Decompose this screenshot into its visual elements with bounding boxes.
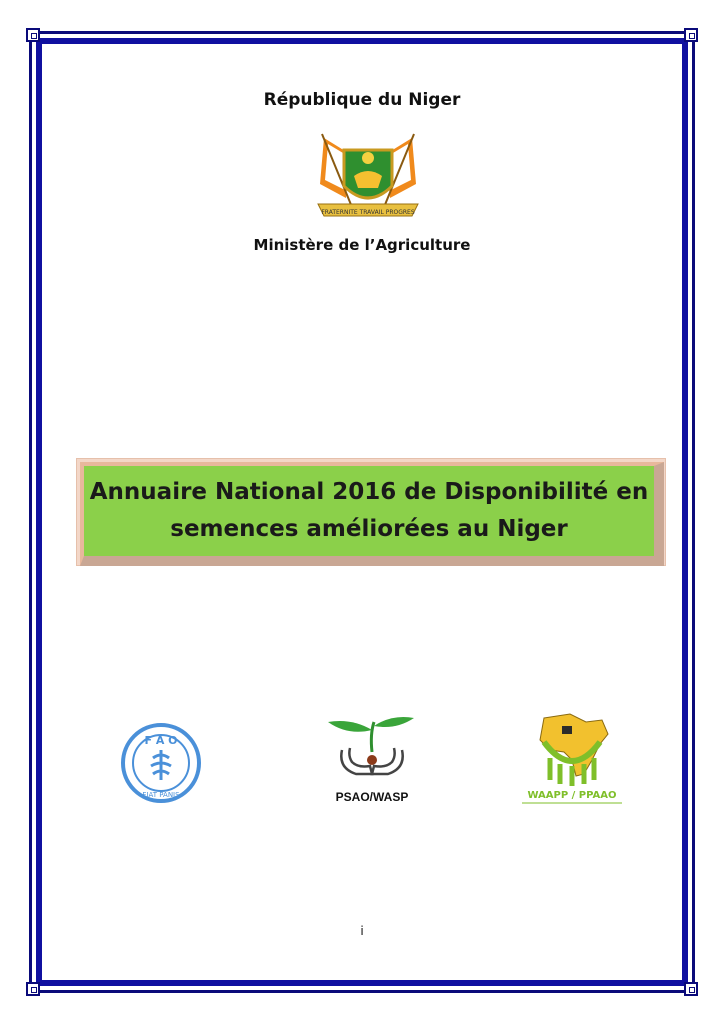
country-heading: République du Niger xyxy=(263,90,461,110)
border-corner-bottom-left xyxy=(26,982,40,996)
title-box xyxy=(80,462,664,566)
page-number: i xyxy=(360,924,364,938)
title-line-1: Annuaire National 2016 de Disponibilité en xyxy=(89,479,649,505)
border-corner-bottom-right xyxy=(684,982,698,996)
ministry-heading: Ministère de l’Agriculture xyxy=(253,236,471,254)
title-line-2: semences améliorées au Niger xyxy=(170,516,568,542)
svg-text:FRATERNITE TRAVAIL PROGRES: FRATERNITE TRAVAIL PROGRES xyxy=(321,209,415,216)
waapp-logo-icon xyxy=(510,712,634,808)
fao-logo-icon xyxy=(120,722,202,804)
fao-bottom-text: FIAT PANIS xyxy=(142,791,180,799)
coat-of-arms-icon xyxy=(310,128,426,220)
psao-caption: PSAO/WASP xyxy=(335,790,409,804)
border-corner-top-left xyxy=(26,28,40,42)
fao-top-text: F A O xyxy=(144,734,178,747)
psao-logo-icon xyxy=(322,712,422,782)
border-corner-top-right xyxy=(684,28,698,42)
waapp-caption: WAAPP / PPAAO xyxy=(527,790,617,801)
